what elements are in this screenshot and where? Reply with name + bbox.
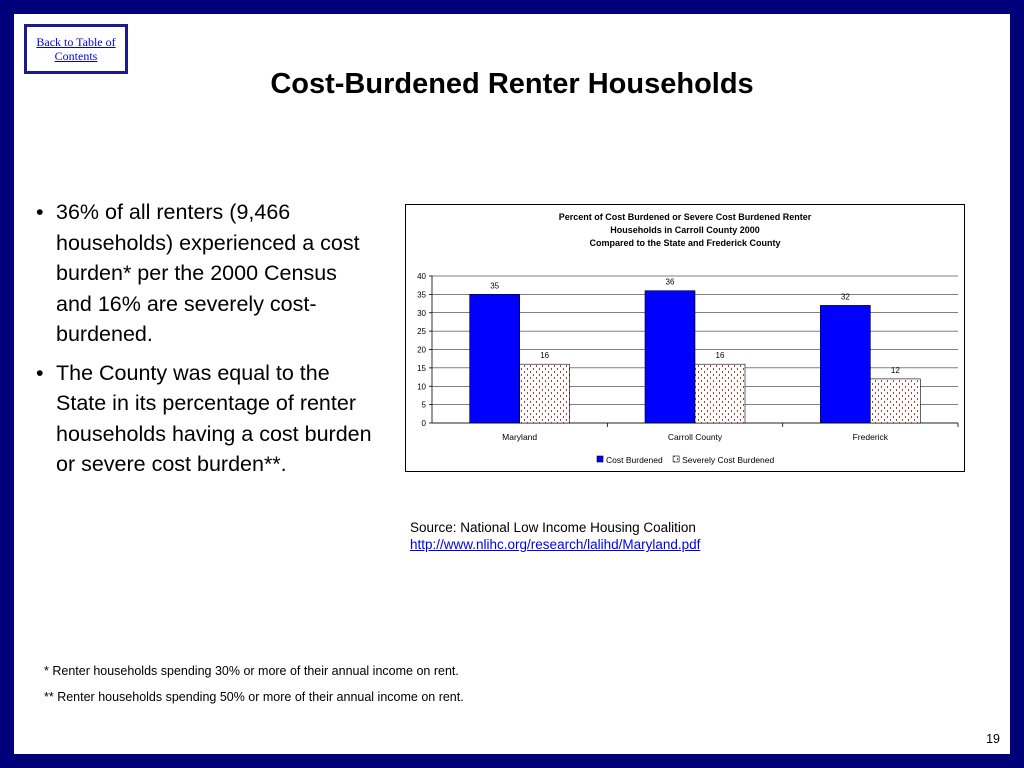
- bullet-dot-icon: •: [36, 360, 44, 385]
- bullet-dot-icon: •: [36, 200, 44, 224]
- y-tick-label: 40: [417, 272, 426, 281]
- page-title: Cost-Burdened Renter Households: [270, 68, 754, 100]
- bar-cost-burdened: [470, 294, 520, 423]
- data-label: 35: [490, 281, 500, 291]
- x-tick-label: Carroll County: [667, 432, 723, 442]
- legend-label: Severely Cost Burdened: [682, 455, 775, 465]
- bar-cost-burdened: [820, 305, 870, 423]
- y-tick-label: 25: [417, 327, 426, 337]
- data-label: 32: [840, 292, 850, 302]
- source-block: [410, 519, 700, 553]
- y-tick-label: 5: [421, 400, 426, 410]
- data-label: 16: [715, 351, 725, 361]
- bar-severely-cost-burdened: [695, 364, 745, 423]
- legend-swatch: [673, 456, 679, 462]
- source-text: Source: National Low Income Housing Coalition: [410, 520, 696, 535]
- footnote-2: ** Renter households spending 50% or more of their annual income on rent.: [44, 690, 464, 704]
- bar-cost-burdened: [645, 291, 695, 423]
- footnote-1: * Renter households spending 30% or more of their annual income on rent.: [44, 664, 459, 678]
- bullet-item: [32, 197, 377, 350]
- slide: [14, 14, 1010, 754]
- legend-swatch: [597, 456, 603, 462]
- bullet-text: The County was equal to the State in its percentage of renter households having a cost burden or severe cost burden**.: [56, 360, 372, 476]
- data-label: 12: [890, 365, 900, 375]
- chart-title-line: Percent of Cost Burdened or Severe Cost Burdened Renter: [558, 212, 812, 222]
- bar-severely-cost-burdened: [520, 364, 570, 423]
- bullet-list: [32, 197, 377, 488]
- chart-title-line: Compared to the State and Frederick County: [589, 238, 781, 248]
- back-to-toc-link[interactable]: Back to Table of Contents: [36, 35, 116, 63]
- y-tick-label: 20: [417, 345, 426, 355]
- legend-label: Cost Burdened: [606, 455, 663, 465]
- chart-container: [405, 204, 965, 472]
- x-tick-label: Maryland: [502, 432, 538, 442]
- source-link[interactable]: http://www.nlihc.org/research/lalihd/Maryland.pdf: [410, 537, 701, 552]
- bullet-text: 36% of all renters (9,466 households) experienced a cost burden* per the 2000 Census and 16% are severely cost-burdened.: [56, 200, 360, 346]
- y-tick-label: 10: [417, 382, 426, 392]
- data-label: 36: [665, 277, 675, 287]
- data-label: 16: [540, 351, 550, 361]
- chart-title-line: Households in Carroll County 2000: [610, 225, 760, 235]
- bullet-item: [32, 358, 377, 480]
- y-tick-label: 0: [421, 419, 426, 428]
- page-number: 19: [986, 732, 1000, 746]
- bar-chart: [406, 205, 964, 471]
- y-tick-label: 15: [417, 363, 426, 373]
- bar-severely-cost-burdened: [870, 379, 920, 423]
- back-to-toc-box[interactable]: [24, 24, 128, 74]
- y-tick-label: 35: [417, 290, 426, 300]
- x-tick-label: Frederick: [852, 432, 889, 442]
- y-tick-label: 30: [417, 308, 426, 318]
